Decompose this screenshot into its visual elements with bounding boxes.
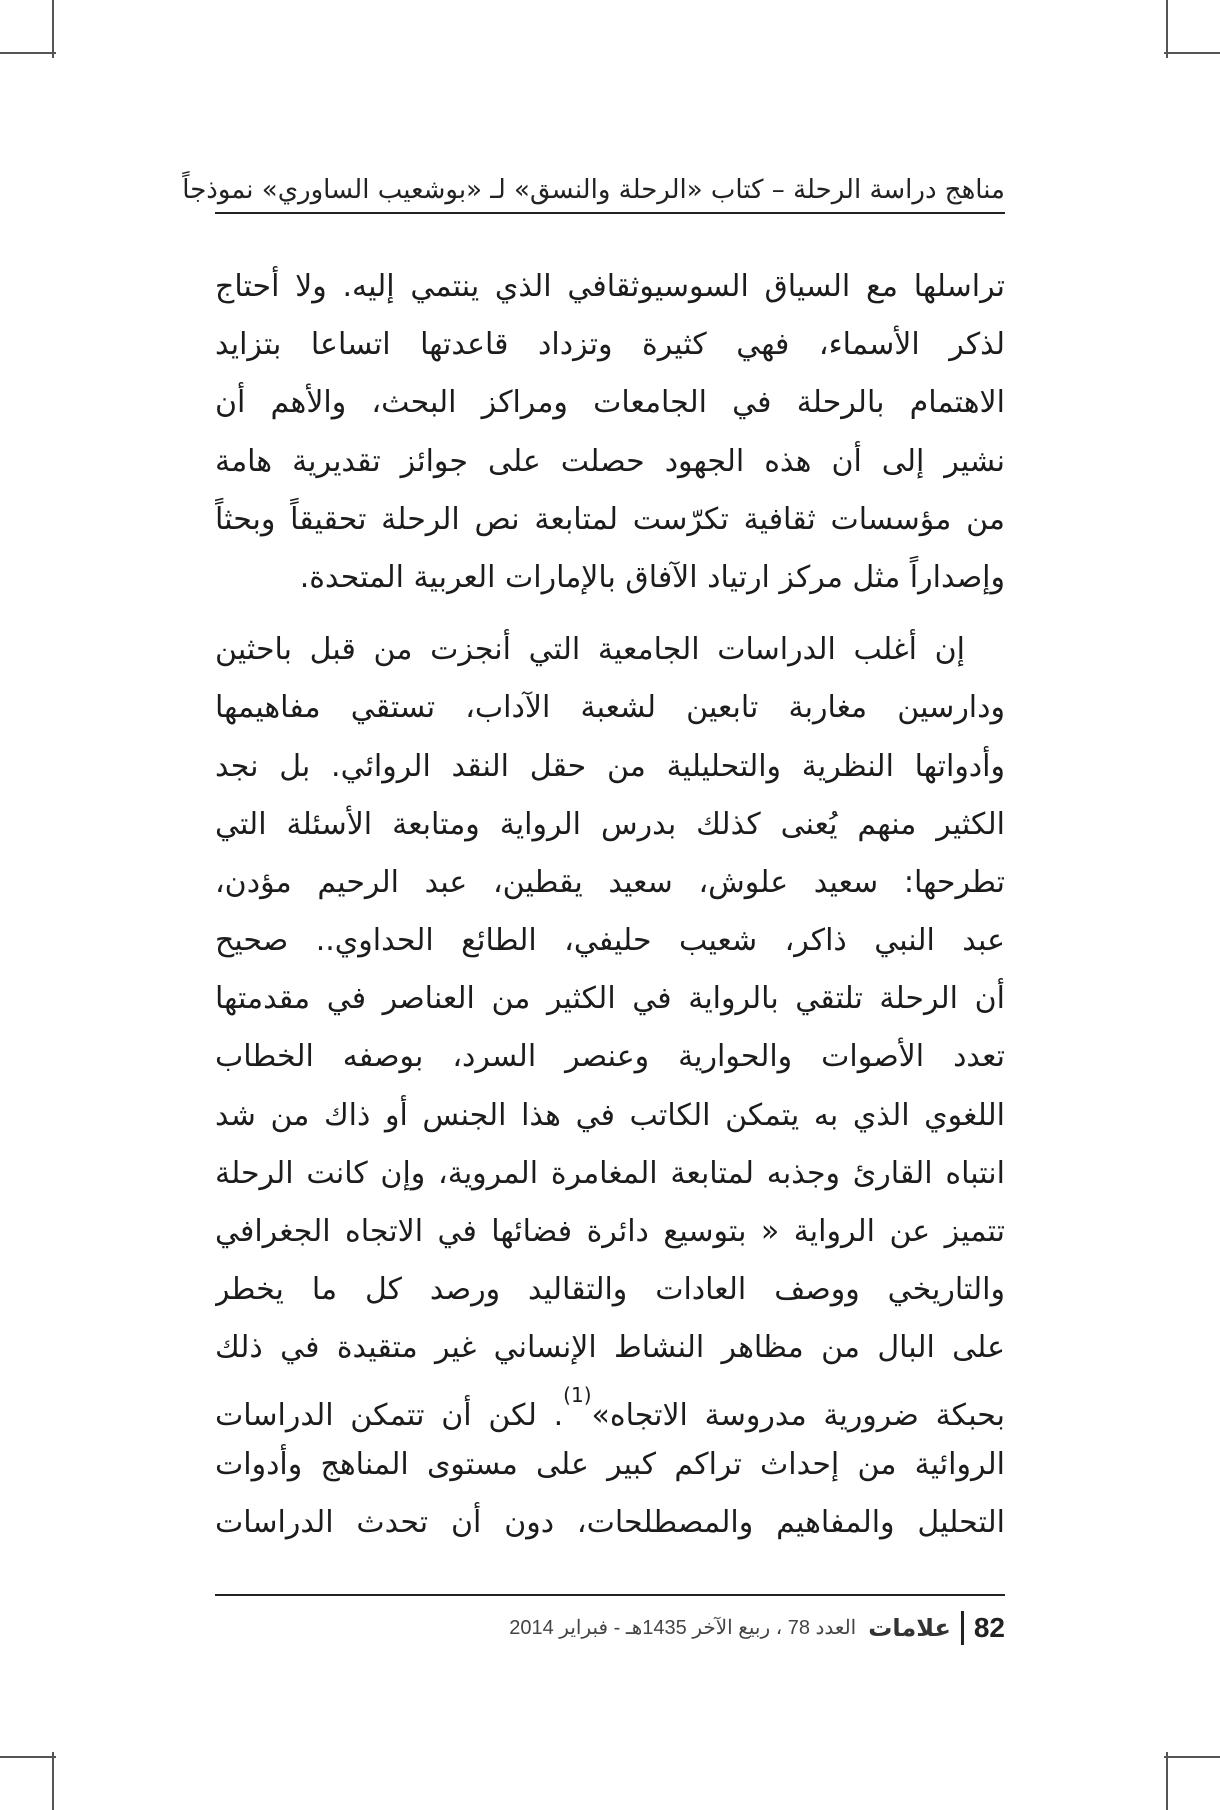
text-line: وأدواتها النظرية والتحليلية من حقل النقد الروائي. بل نجد xyxy=(215,748,1005,784)
text-line: لذكر الأسماء، فهي كثيرة وتزداد قاعدتها اتساعا بتزايد xyxy=(215,327,1005,363)
crop-mark xyxy=(1166,1752,1168,1810)
crop-mark xyxy=(0,52,56,54)
text-fragment: . لكن أن تتمكن الدراسات xyxy=(215,1397,564,1433)
journal-logo: علامات xyxy=(868,1613,951,1642)
text-line: تتميز عن الرواية « بتوسيع دائرة فضائها في الاتجاه الجغرافي xyxy=(215,1214,1005,1249)
issue-info: العدد 78 ، ربيع الآخر 1435هـ - فبراير 2014 xyxy=(509,1616,857,1639)
crop-mark xyxy=(52,1752,54,1810)
text-line: انتباه القارئ وجذبه لمتابعة المغامرة المروية، وإن كانت الرحلة xyxy=(215,1155,1005,1191)
text-line: أن الرحلة تلتقي بالرواية في الكثير من العناصر في مقدمتها xyxy=(215,981,1005,1017)
crop-mark xyxy=(1164,1756,1220,1758)
running-header: مناهج دراسة الرحلة – كتاب «الرحلة والنسق» لـ «بوشعيب الساوري» نموذجاً xyxy=(182,175,1005,205)
text-line: من مؤسسات ثقافية تكرّست لمتابعة نص الرحلة تحقيقاً وبحثاً xyxy=(215,501,1005,537)
text-line: تعدد الأصوات والحوارية وعنصر السرد، بوصفه الخطاب xyxy=(215,1039,1005,1075)
crop-mark xyxy=(1166,0,1168,58)
text-line: إن أغلب الدراسات الجامعية التي أنجزت من قبل باحثين xyxy=(215,632,965,668)
paragraph-gap xyxy=(215,607,1005,621)
text-line: عبد النبي ذاكر، شعيب حليفي، الطائع الحداوي.. صحيح xyxy=(215,923,1005,959)
footnote-reference[interactable]: (1) xyxy=(563,1382,592,1407)
text-line: الكثير منهم يُعنى كذلك بدرس الرواية ومتابعة الأسئلة التي xyxy=(215,806,1005,842)
text-line: تراسلها مع السياق السوسيوثقافي الذي ينتمي إليه. ولا أحتاج xyxy=(215,269,1005,304)
text-line: اللغوي الذي به يتمكن الكاتب في هذا الجنس أو ذاك من شد xyxy=(215,1097,1005,1133)
footer-rule xyxy=(215,1594,1005,1596)
text-line: الروائية من إحداث تراكم كبير على مستوى المناهج وأدوات xyxy=(215,1446,1005,1482)
page-footer xyxy=(215,1604,1005,1650)
paragraph-2 xyxy=(215,621,1005,1552)
text-line: ودارسين مغاربة تابعين لشعبة الآداب، تستقي مفاهيمها xyxy=(215,690,1005,726)
paragraph-1 xyxy=(215,258,1005,607)
text-line: وإصداراً مثل مركز ارتياد الآفاق بالإمارات العربية المتحدة. xyxy=(299,559,1005,595)
text-line: على البال من مظاهر النشاط الإنساني غير متقيدة في ذلك xyxy=(215,1330,1005,1366)
crop-mark xyxy=(0,1756,56,1758)
text-line: الاهتمام بالرحلة في الجامعات ومراكز البحث، والأهم أن xyxy=(215,385,1005,421)
text-line: والتاريخي ووصف العادات والتقاليد ورصد كل ما يخطر xyxy=(215,1272,1005,1308)
body-text xyxy=(215,258,1005,1552)
text-line: تطرحها: سعيد علوش، سعيد يقطين، عبد الرحيم مؤدن، xyxy=(215,864,1005,900)
crop-mark xyxy=(52,0,54,58)
crop-mark xyxy=(1164,52,1220,54)
text-line: نشير إلى أن هذه الجهود حصلت على جوائز تقديرية هامة xyxy=(215,443,1005,479)
text-line: التحليل والمفاهيم والمصطلحات، دون أن تحدث الدراسات xyxy=(215,1504,1005,1540)
text-fragment: بحبكة ضرورية مدروسة الاتجاه» xyxy=(591,1397,1005,1433)
footer-separator xyxy=(961,1611,964,1645)
header-rule xyxy=(215,212,1005,214)
page-number: 82 xyxy=(973,1611,1005,1643)
footnote-text-line xyxy=(215,1378,1005,1436)
